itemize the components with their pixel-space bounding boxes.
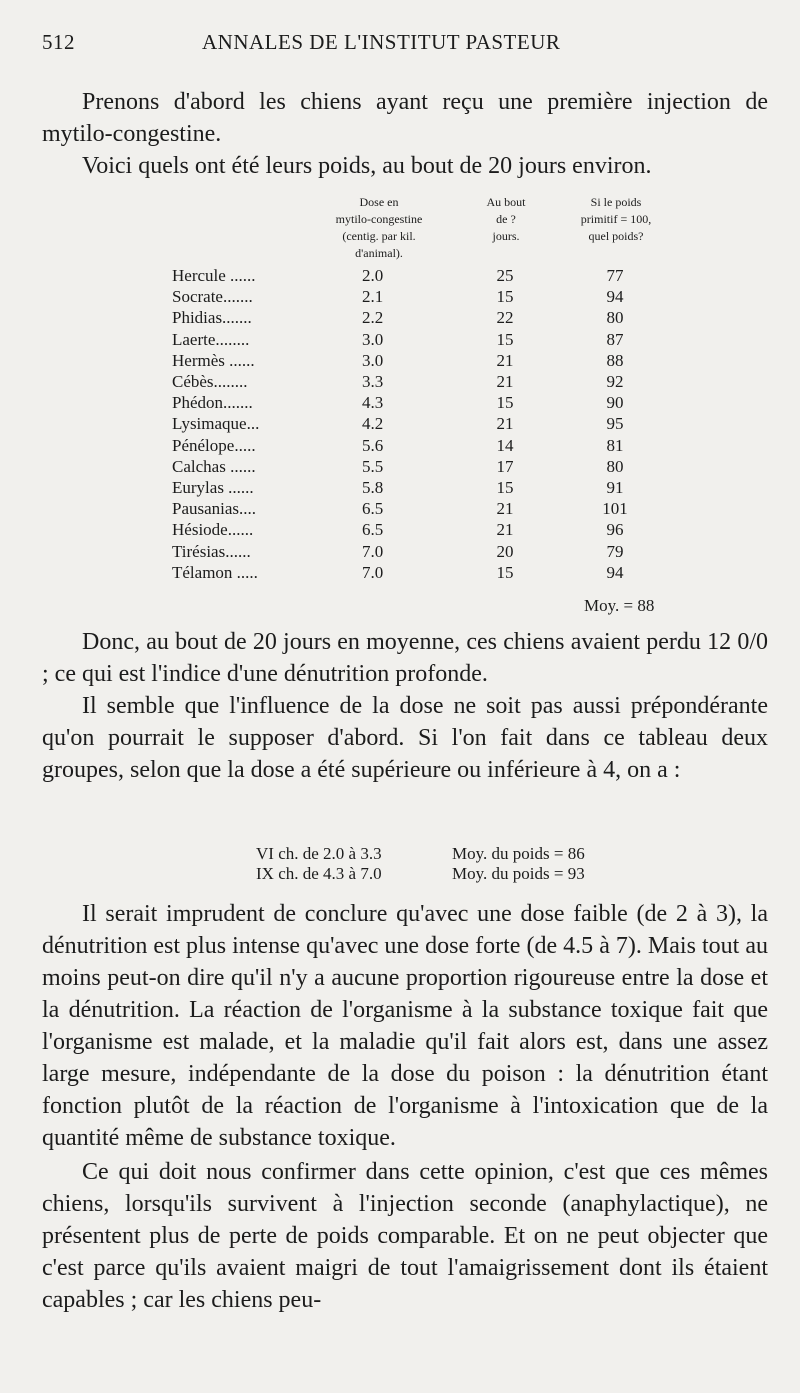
dog-name: Phédon....... (172, 393, 253, 413)
paragraph-3-text: Donc, au bout de 20 jours en moyenne, ces chiens avaient perdu 12 0/0 ; ce qui est l'indice d'une dénutrition profonde. (42, 629, 768, 687)
days-cell: 15 (496, 562, 514, 582)
weight-cell: 101 (602, 499, 628, 519)
table-row (0, 393, 800, 414)
table-row (0, 542, 800, 563)
paragraph-3 (42, 626, 768, 690)
weight-cell: 94 (606, 287, 624, 307)
paragraph-5 (42, 898, 768, 1154)
dog-name: Pausanias.... (172, 499, 257, 519)
group-1-label: VI ch. de 2.0 à 3.3 (256, 844, 382, 863)
group-2-label: IX ch. de 4.3 à 7.0 (256, 864, 382, 883)
days-cell: 15 (496, 478, 514, 497)
dose-cell: 7.0 (362, 562, 384, 582)
table-row (0, 563, 800, 584)
days-cell: 21 (496, 520, 514, 540)
dog-name: Hésiode...... (172, 520, 254, 540)
weight-cell: 87 (606, 329, 624, 349)
table-row (0, 308, 800, 329)
table-row (0, 414, 800, 435)
paragraph-2 (42, 150, 768, 182)
days-cell: 15 (496, 287, 514, 307)
days-cell: 20 (496, 541, 514, 561)
dose-cell: 7.0 (362, 541, 384, 561)
running-header (42, 30, 770, 62)
dose-cell: 5.8 (362, 478, 384, 497)
dog-name: Pénélope..... (172, 435, 256, 455)
table-row (0, 457, 800, 478)
column-header-dose: Dose en mytilo-congestine (centig. par kil. d'animal). (335, 195, 423, 260)
table-row (0, 351, 800, 372)
dog-name: Laerte........ (172, 329, 250, 349)
weight-cell: 90 (606, 393, 624, 413)
weight-cell: 81 (606, 435, 624, 455)
weight-cell: 91 (606, 478, 624, 497)
dog-name: Phidias....... (172, 308, 252, 328)
dose-cell: 4.3 (362, 393, 384, 413)
weight-cell: 80 (606, 308, 624, 328)
paragraph-6 (42, 1156, 768, 1316)
table-row (0, 499, 800, 520)
weight-cell: 88 (606, 350, 624, 370)
dog-name: Socrate....... (172, 287, 253, 307)
dose-cell: 3.0 (362, 329, 384, 349)
weight-cell: 92 (606, 372, 624, 391)
paragraph-4 (42, 690, 768, 786)
dose-cell: 2.1 (362, 287, 384, 307)
dose-cell: 4.2 (362, 414, 384, 434)
weight-cell: 94 (606, 562, 624, 582)
dog-name: Tirésias...... (172, 541, 251, 561)
dog-name: Eurylas ...... (172, 478, 254, 497)
paragraph-4-text: Il semble que l'influence de la dose ne soit pas aussi prépondérante qu'on pourrait le supposer d'abord. Si l'on fait dans ce tableau deux groupes, selon que la dose a été supérieure ou inférieure à 4, on a : (42, 693, 768, 783)
dose-cell: 3.3 (362, 372, 384, 391)
dog-name: Cébès........ (172, 372, 248, 391)
dose-cell: 3.0 (362, 350, 384, 370)
table-mean: Moy. = 88 (584, 596, 655, 615)
days-cell: 15 (496, 393, 514, 413)
dose-cell: 6.5 (362, 520, 384, 540)
group-2-value: Moy. du poids = 93 (452, 864, 585, 883)
table-row (0, 436, 800, 457)
group-1-value: Moy. du poids = 86 (452, 844, 585, 863)
table-row (0, 287, 800, 308)
table-row (0, 520, 800, 541)
days-cell: 25 (496, 266, 514, 285)
dose-cell: 6.5 (362, 499, 384, 519)
paragraph-6-text: Ce qui doit nous confirmer dans cette opinion, c'est que ces mêmes chiens, lorsqu'ils survivent à l'injection seconde (anaphylactique), ne présentent plus de perte de poids comparable. Et on ne peut objecter que c'est parce qu'ils avaient maigri de tout l'amaigrissement dont ils étaient capables ; car les chiens peu- (42, 1159, 768, 1313)
dose-cell: 2.0 (362, 266, 384, 285)
dog-name: Calchas ...... (172, 456, 256, 476)
days-cell: 14 (496, 435, 514, 455)
weight-cell: 80 (606, 456, 624, 476)
paragraph-5-text: Il serait imprudent de conclure qu'avec une dose faible (de 2 à 3), la dénutrition est plus intense qu'avec une dose forte (de 4.5 à 7). Mais tout au moins peut-on dire qu'il n'y a aucune proportion rigoureuse entre la dose et la dénutrition. La réaction de l'organisme à la substance toxique fait que l'organisme est malade, et la maladie qu'il fait alors est, dans une assez large mesure, indépendante de la dose du poison : la dénutrition étant fonction plutôt de la réaction de l'organisme à l'intoxication que de la quantité même de substance toxique. (42, 901, 768, 1151)
paragraph-1 (42, 86, 768, 150)
journal-title: ANNALES DE L'INSTITUT PASTEUR (202, 30, 561, 54)
weight-cell: 96 (606, 520, 624, 540)
dose-cell: 2.2 (362, 308, 384, 328)
dog-name: Hercule ...... (172, 266, 256, 285)
column-header-weight: Si le poids primitif = 100, quel poids? (580, 195, 652, 243)
table-row (0, 372, 800, 393)
paragraph-2-text: Voici quels ont été leurs poids, au bout de 20 jours environ. (82, 153, 652, 179)
page-number: 512 (42, 30, 75, 54)
weight-cell: 77 (606, 266, 624, 285)
days-cell: 22 (496, 308, 514, 328)
weight-cell: 79 (606, 541, 624, 561)
column-header-days: Au bout de ? jours. (486, 195, 526, 243)
dog-name: Hermès ...... (172, 350, 255, 370)
table-row (0, 478, 800, 499)
days-cell: 21 (496, 350, 514, 370)
weight-cell: 95 (606, 414, 624, 434)
days-cell: 15 (496, 329, 514, 349)
table-row (0, 330, 800, 351)
dose-cell: 5.5 (362, 456, 384, 476)
dog-name: Télamon ..... (172, 562, 258, 582)
dog-name: Lysimaque... (172, 414, 260, 434)
days-cell: 17 (496, 456, 514, 476)
days-cell: 21 (496, 499, 514, 519)
paragraph-1-text: Prenons d'abord les chiens ayant reçu une première injection de mytilo-congestine. (42, 89, 768, 147)
days-cell: 21 (496, 372, 514, 391)
days-cell: 21 (496, 414, 514, 434)
dose-cell: 5.6 (362, 435, 384, 455)
table-row (0, 266, 800, 287)
